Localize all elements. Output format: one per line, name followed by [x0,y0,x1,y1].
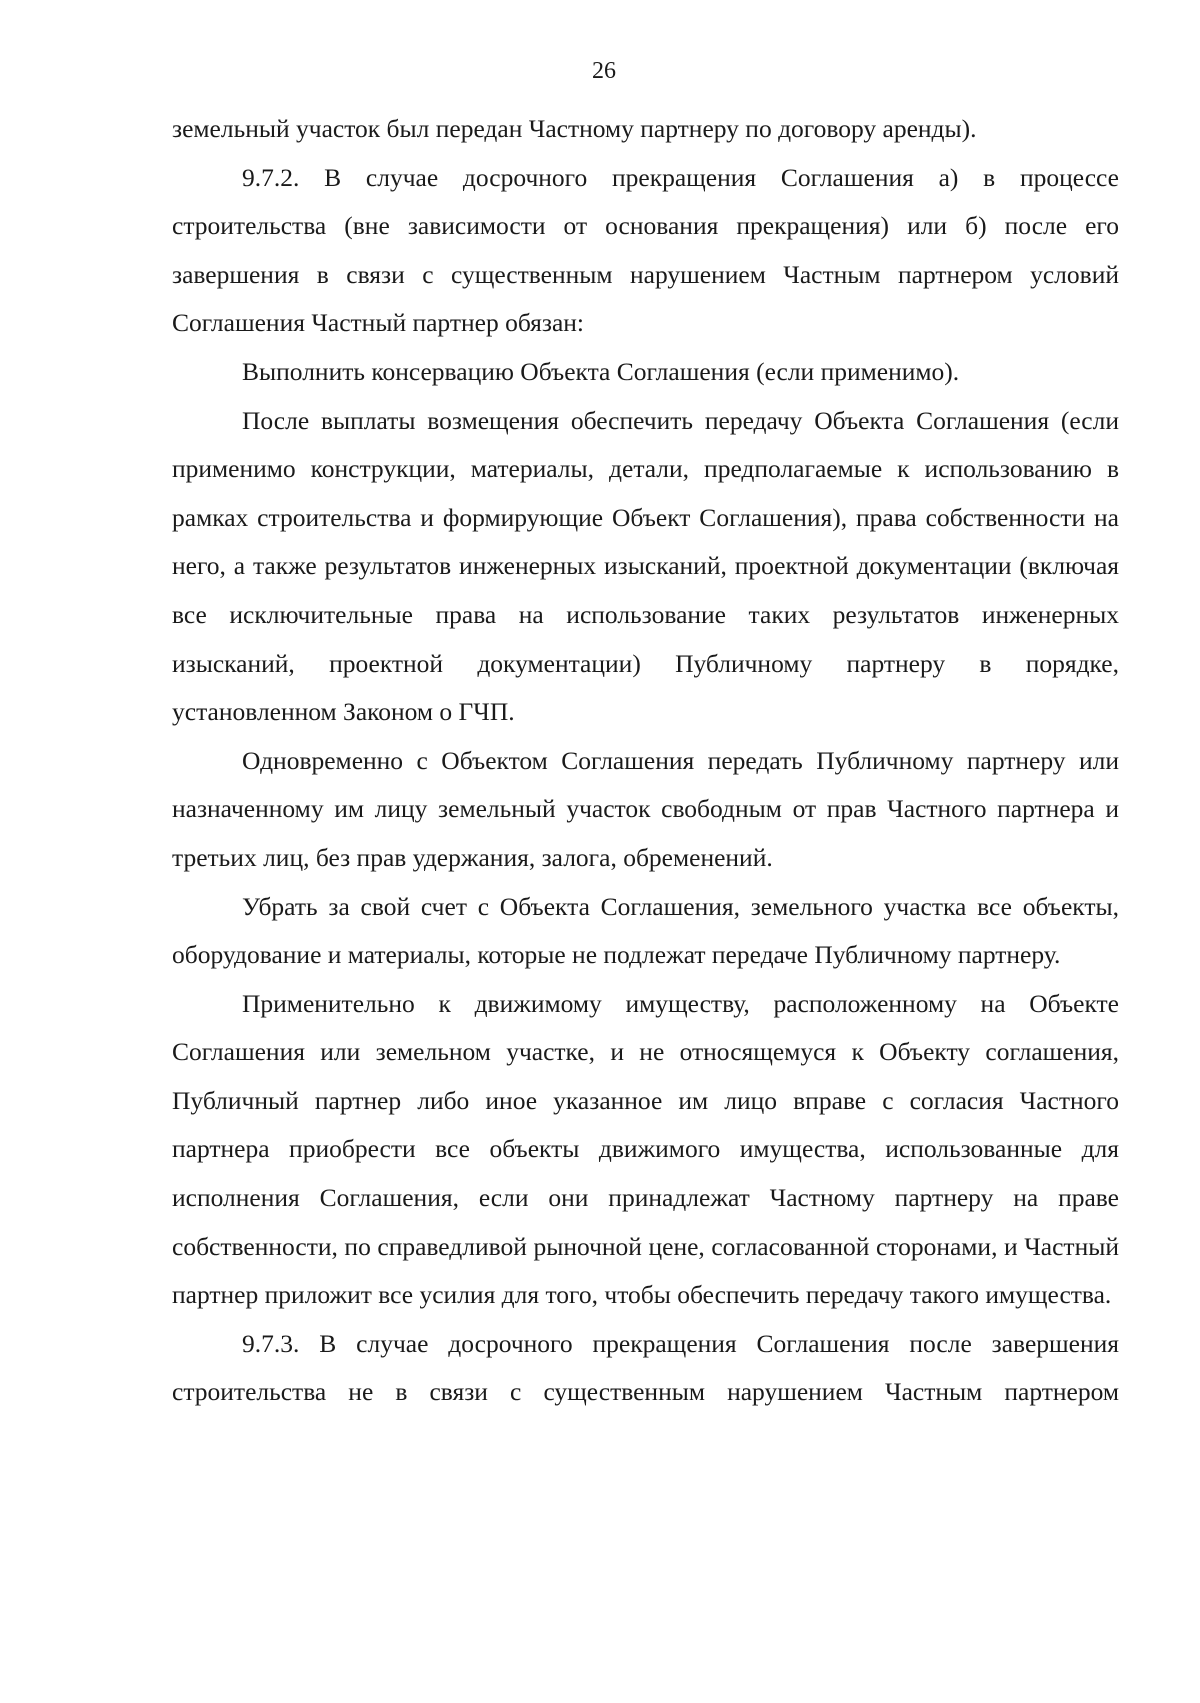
paragraph-conservation: Выполнить консервацию Объекта Соглашения (если применимо). [242,356,960,386]
paragraph-transfer-after-compensation: После выплаты возмещения обеспечить передачу Объекта Соглашения (если применимо конструкции, материалы, детали, предполагаемые к использованию в рамках строительства и формирующие Объект Соглашения), права собственности на него, а также результатов инженерных изысканий, проектной документации (включая все исключительные права на использование таких результатов инженерных изысканий, проектной документации) Публичному партнеру в порядке, установленном Законом о ГЧП. [172,405,1119,727]
paragraph-clause-9-7-3: 9.7.3. В случае досрочного прекращения Соглашения после завершения строительства не в связи с существенным нарушением Частным партнером [172,1328,1119,1407]
paragraph-clause-9-7-2: 9.7.2. В случае досрочного прекращения Соглашения а) в процессе строительства (вне зависимости от основания прекращения) или б) после его завершения в связи с существенным нарушением Частным партнером условий Соглашения Частный партнер обязан: [172,162,1119,338]
page-number: 26 [592,58,616,84]
paragraph-movable-property: Применительно к движимому имуществу, расположенному на Объекте Соглашения или земельном участке, и не относящемуся к Объекту соглашения, Публичный партнер либо иное указанное им лицо вправе с согласия Частного партнера приобрести все объекты движимого имущества, использованные для исполнения Соглашения, если они принадлежат Частному партнеру на праве собственности, по справедливой рыночной цене, согласованной сторонами, и Частный партнер приложит все усилия для того, чтобы обеспечить передачу такого имущества. [172,988,1119,1310]
paragraph-continuation: земельный участок был передан Частному партнеру по договору аренды). [172,114,977,143]
document-body [172,105,1119,1417]
paragraph-remove-objects: Убрать за свой счет с Объекта Соглашения, земельного участка все объекты, оборудование и материалы, которые не подлежат передаче Публичному партнеру. [172,891,1119,970]
paragraph-land-transfer: Одновременно с Объектом Соглашения передать Публичному партнеру или назначенному им лицу земельный участок свободным от прав Частного партнера и третьих лиц, без прав удержания, залога, обременений. [172,745,1119,872]
